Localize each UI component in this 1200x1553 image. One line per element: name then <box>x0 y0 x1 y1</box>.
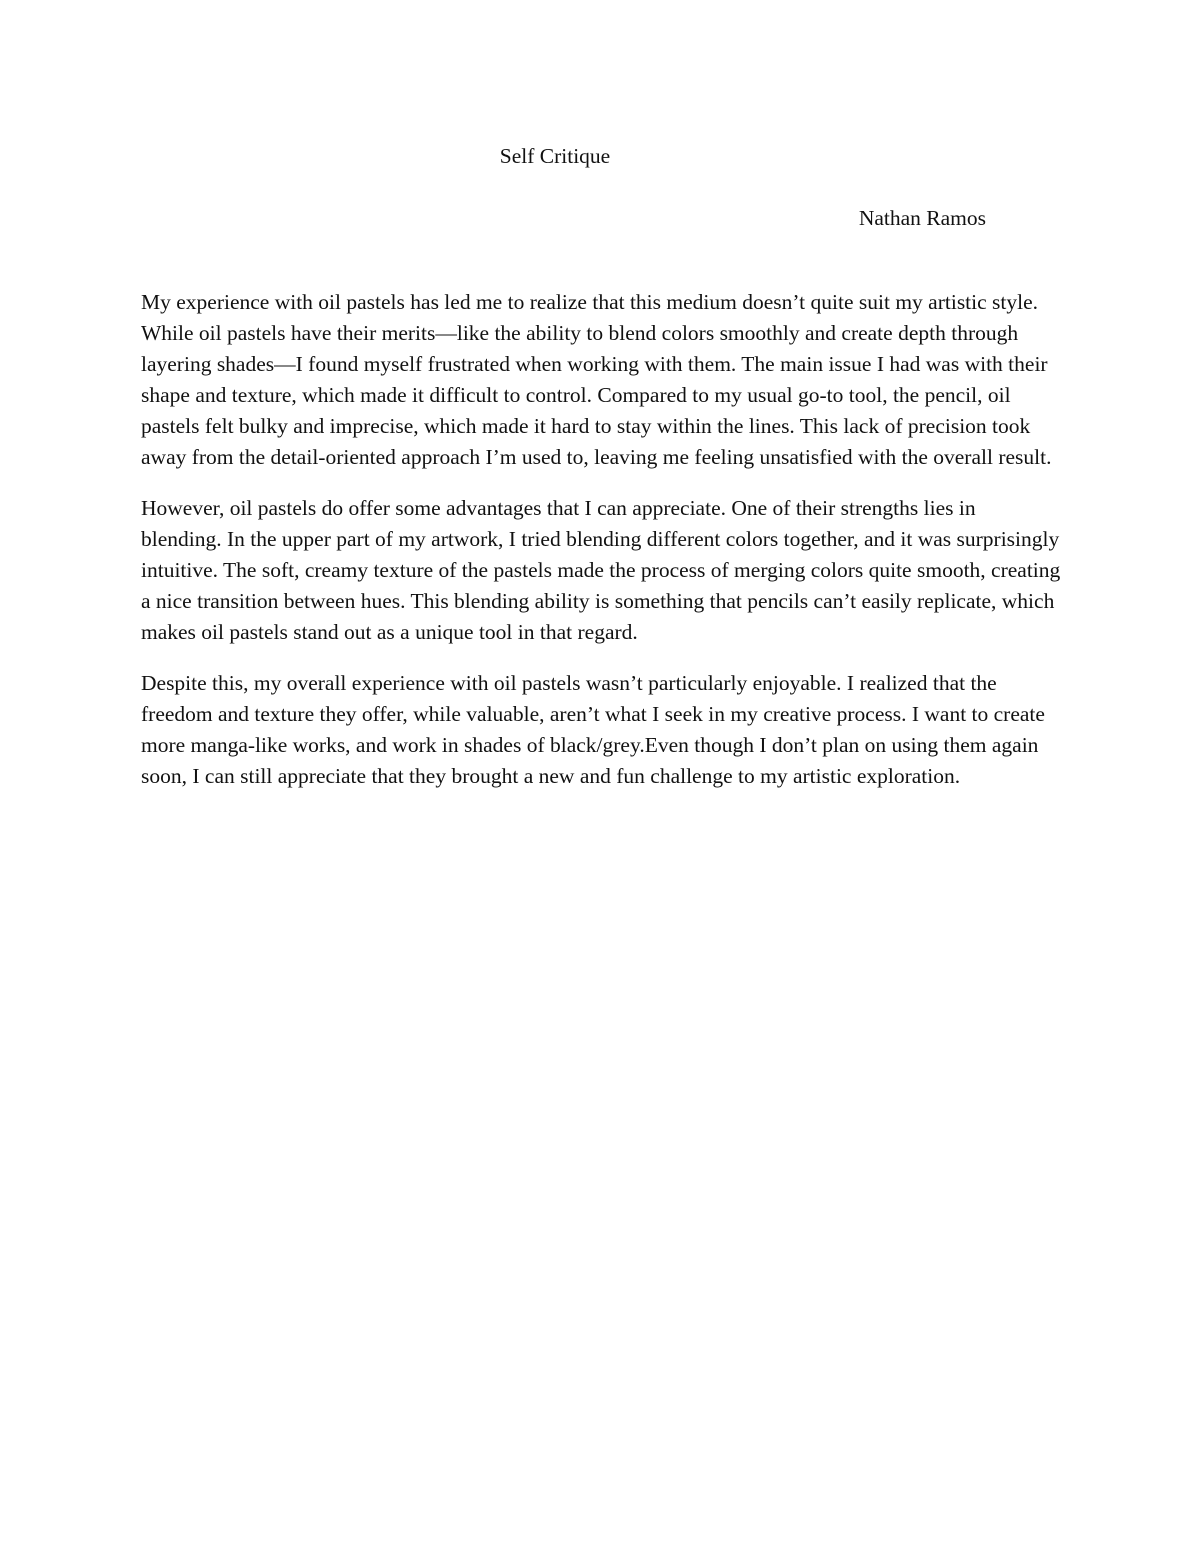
paragraph-3: Despite this, my overall experience with oil pastels wasn’t particularly enjoyable. I realized that the freedom and texture they offer, while valuable, aren’t what I seek in my creative process. I want to create more manga-like works, and work in shades of black/grey.Even though I don’t plan on using them again soon, I can still appreciate that they brought a new and fun challenge to my artistic exploration. <box>141 671 1045 788</box>
author-name: Nathan Ramos <box>858 206 986 230</box>
document-body <box>141 287 1061 812</box>
paragraph-1: My experience with oil pastels has led me to realize that this medium doesn’t quite suit my artistic style. While oil pastels have their merits—like the ability to blend colors smoothly and create depth through layering shades—I found myself frustrated when working with them. The main issue I had was with their shape and texture, which made it difficult to control. Compared to my usual go-to tool, the pencil, oil pastels felt bulky and imprecise, which made it hard to stay within the lines. This lack of precision took away from the detail-oriented approach I’m used to, leaving me feeling unsatisfied with the overall result. <box>141 290 1052 469</box>
document-title: Self Critique <box>499 144 611 168</box>
paragraph-2: However, oil pastels do offer some advantages that I can appreciate. One of their strengths lies in blending. In the upper part of my artwork, I tried blending different colors together, and it was surprisingly intuitive. The soft, creamy texture of the pastels made the process of merging colors quite smooth, creating a nice transition between hues. This blending ability is something that pencils can’t easily replicate, which makes oil pastels stand out as a unique tool in that regard. <box>141 496 1061 644</box>
